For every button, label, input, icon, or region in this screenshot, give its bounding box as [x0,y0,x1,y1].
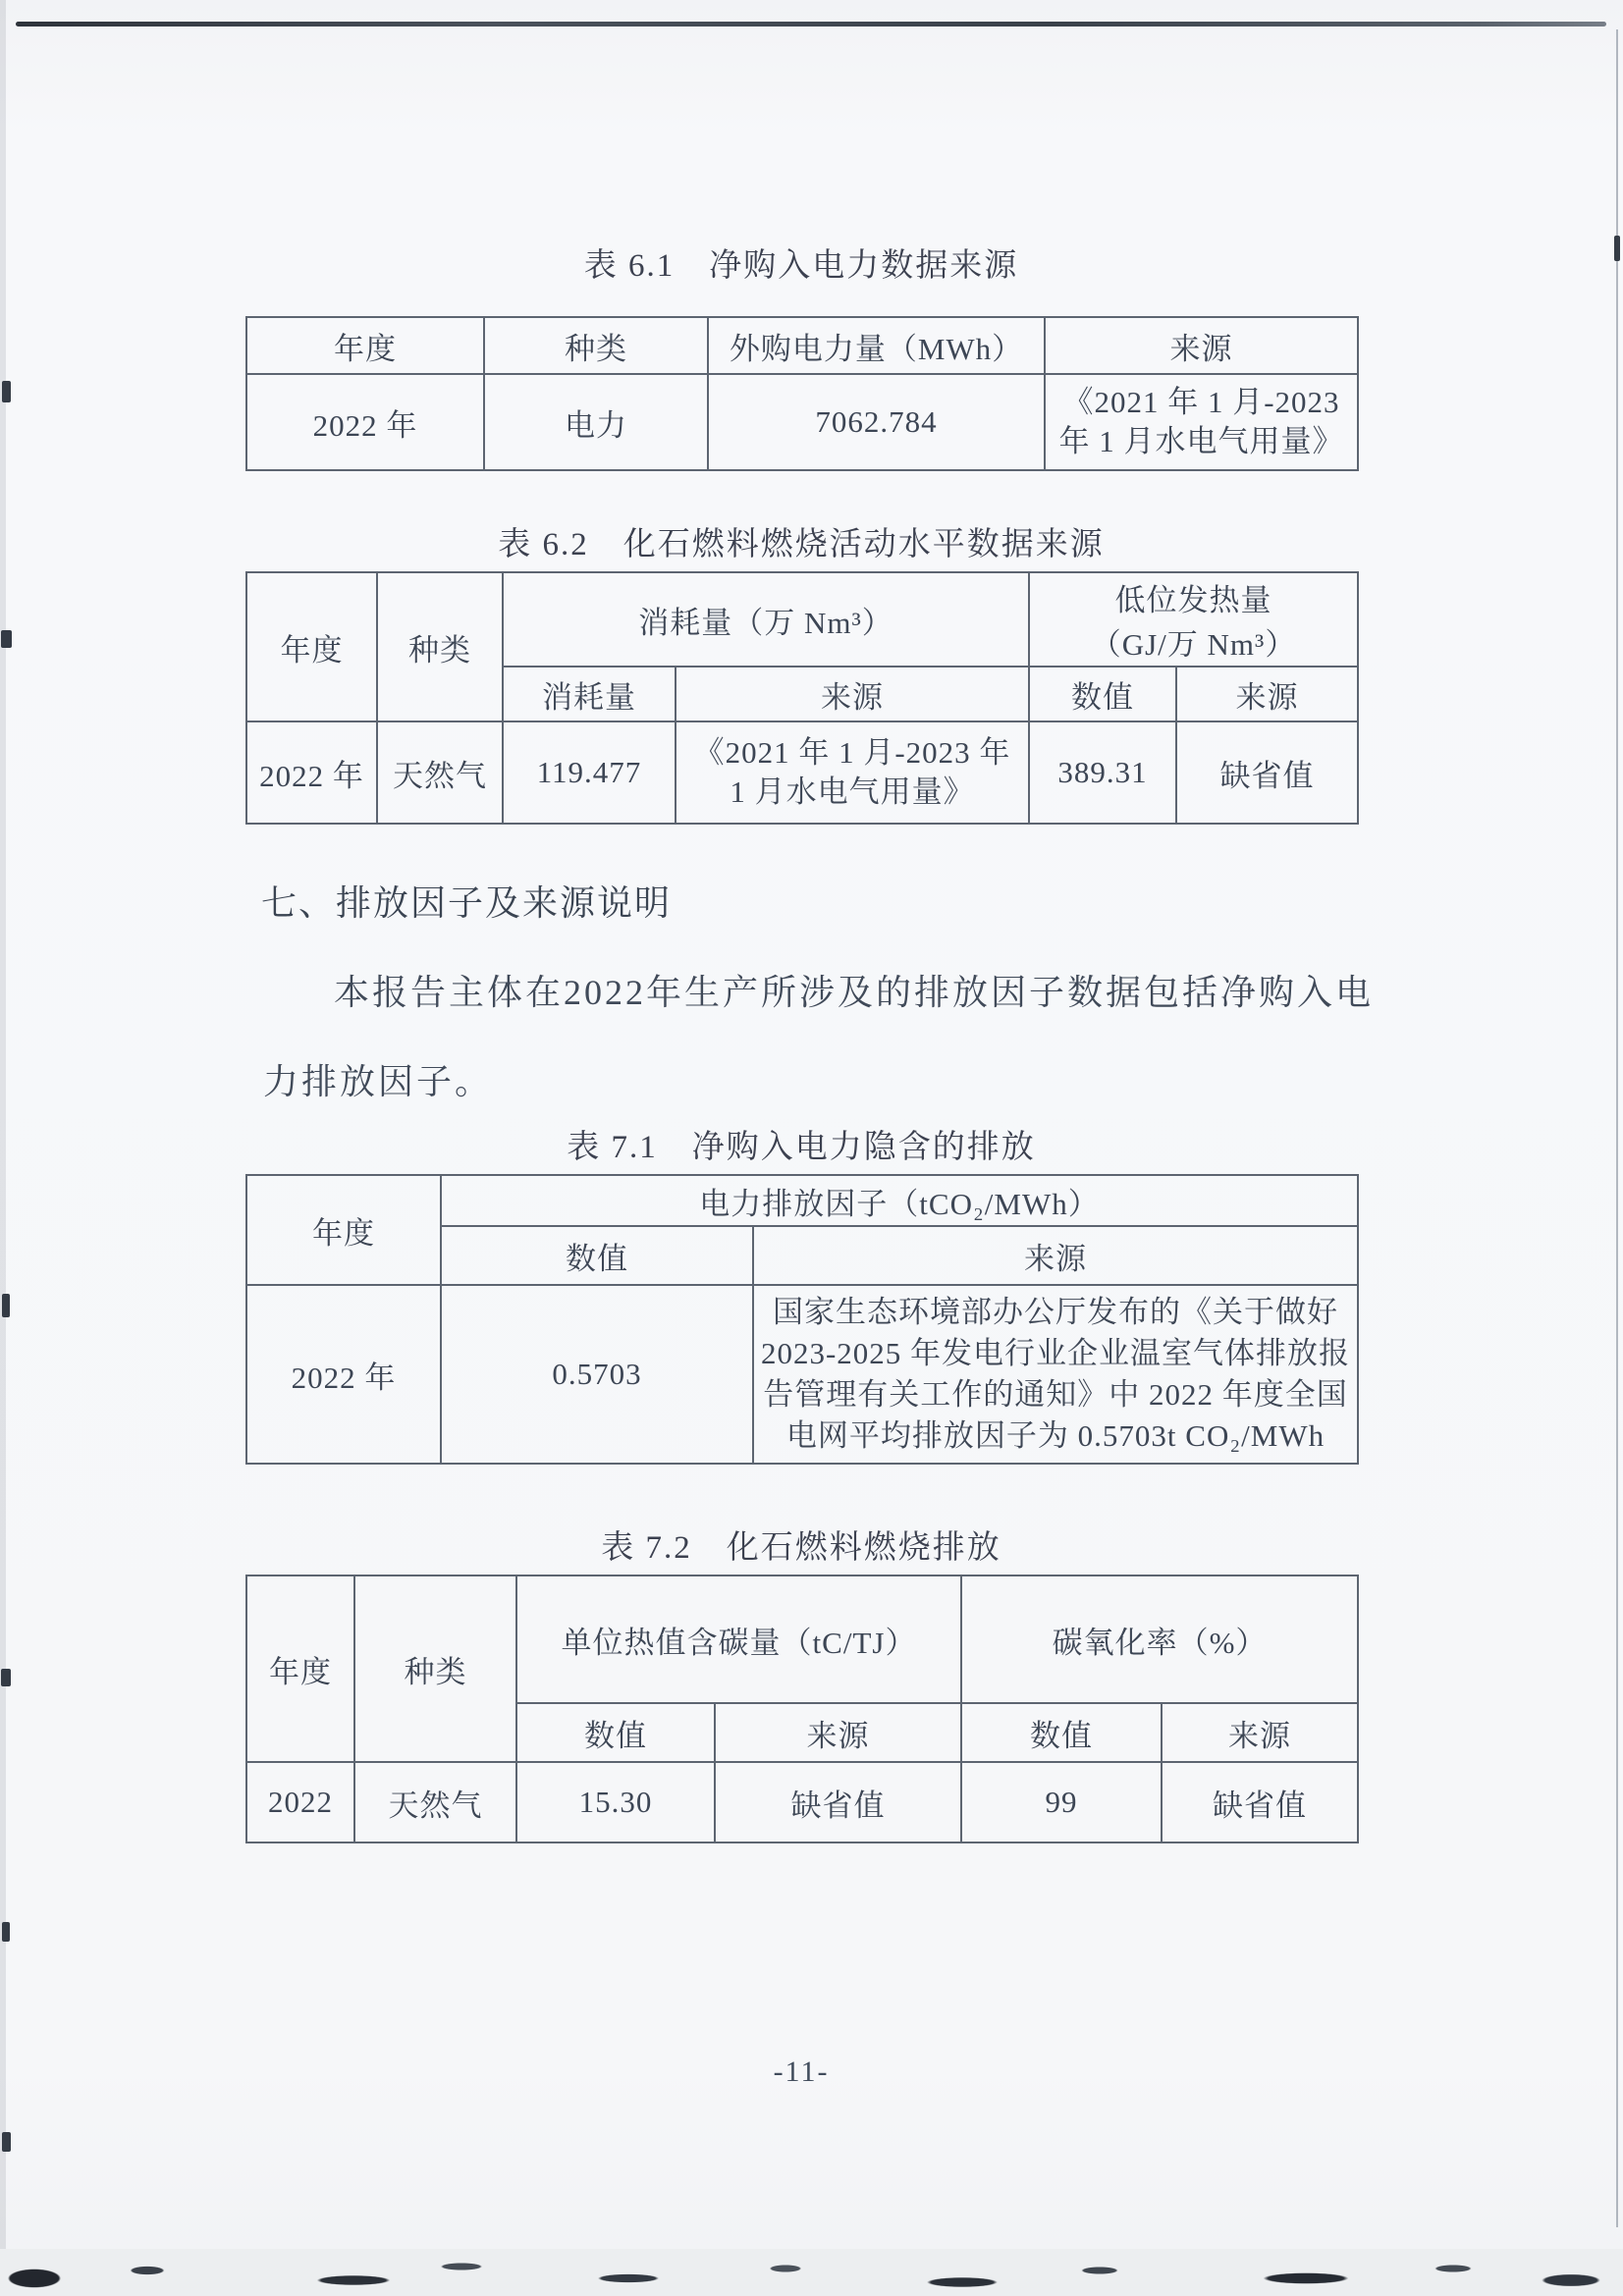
cell-type: 电力 [484,374,708,470]
header-type: 种类 [484,317,708,374]
table-7-2-title: 表 7.2 化石燃料燃烧排放 [601,1530,1001,1566]
cell-source: 《2021 年 1 月-2023 年 1 月水电气用量》 [1045,374,1358,470]
table-6-2-title: 表 6.2 化石燃料燃烧活动水平数据来源 [498,527,1105,562]
scan-right-edge-line [1616,29,1618,2227]
header-purchased-electricity: 外购电力量（MWh） [708,317,1045,374]
subheader-carbon-source: 来源 [715,1703,961,1762]
cell-value: 0.5703 [441,1285,753,1464]
table-7-1 [245,1174,1357,1465]
scan-right-tick [1614,236,1620,261]
header-year: 年度 [246,572,377,721]
header-emission-factor-group: 电力排放因子（tCO₂/MWh） [441,1175,1358,1226]
cell-heat-value: 389.31 [1029,721,1176,824]
header-type: 种类 [377,572,503,721]
header-oxidation-rate-group: 碳氧化率（%） [961,1575,1358,1703]
subheader-consumption: 消耗量 [503,667,676,721]
header-consumption-group: 消耗量（万 Nm³） [503,572,1029,667]
cell-carbon-source: 缺省值 [715,1762,961,1842]
scan-left-tick [2,1294,10,1317]
cell-oxidation-value: 99 [961,1762,1162,1842]
scan-bottom-speckle-band [0,2249,1623,2296]
cell-type: 天然气 [377,721,503,824]
header-heating-value-group [1029,572,1358,667]
table-row [246,1285,1358,1464]
scan-left-tick [2,381,11,402]
cell-amount: 7062.784 [708,374,1045,470]
table-row [246,1762,1358,1842]
table-7-2 [245,1575,1357,1843]
header-year: 年度 [246,317,484,374]
table-6-2 [245,571,1357,825]
scan-left-edge-shade [0,0,6,2296]
subheader-oxidation-source: 来源 [1162,1703,1358,1762]
header-type: 种类 [354,1575,516,1762]
header-source: 来源 [1045,317,1358,374]
page-number: -11- [773,2056,830,2088]
table-row [246,721,1358,824]
table-row [246,1575,1358,1703]
cell-year: 2022 [246,1762,354,1842]
scan-top-edge-line [16,22,1606,27]
heating-value-line1: 低位发热量 [1114,583,1272,617]
table-row [246,572,1358,667]
cell-year: 2022 年 [246,374,484,470]
header-year: 年度 [246,1175,441,1285]
scan-left-tick [1,1669,11,1686]
subheader-source: 来源 [753,1226,1358,1285]
cell-consumption: 119.477 [503,721,676,824]
cell-type: 天然气 [354,1762,516,1842]
paragraph-line-2: 力排放因子。 [263,1062,494,1101]
table-6-1 [245,316,1357,471]
cell-oxidation-source: 缺省值 [1162,1762,1358,1842]
cell-carbon-value: 15.30 [516,1762,715,1842]
table-row [246,317,1358,374]
subheader-oxidation-value: 数值 [961,1703,1162,1762]
cell-source: 国家生态环境部办公厅发布的《关于做好 2023-2025 年发电行业企业温室气体排放报告管理有关工作的通知》中 2022 年度全国电网平均排放因子为 0.5703t CO₂/MWh [753,1285,1358,1464]
heating-value-line2: （GJ/万 Nm³） [1090,627,1297,662]
header-carbon-content-group: 单位热值含碳量（tC/TJ） [516,1575,961,1703]
subheader-consumption-source: 来源 [676,667,1029,721]
subheader-heat-value: 数值 [1029,667,1176,721]
section-7-heading: 七、排放因子及来源说明 [261,883,673,923]
table-6-1-title: 表 6.1 净购入电力数据来源 [583,248,1019,284]
header-year: 年度 [246,1575,354,1762]
cell-heat-source: 缺省值 [1176,721,1358,824]
table-7-1-title: 表 7.1 净购入电力隐含的排放 [567,1130,1036,1165]
cell-consumption-source: 《2021 年 1 月-2023 年 1 月水电气用量》 [676,721,1029,824]
cell-year: 2022 年 [246,1285,441,1464]
cell-year: 2022 年 [246,721,377,824]
subheader-carbon-value: 数值 [516,1703,715,1762]
table-row [246,1175,1358,1226]
scan-left-tick [1,630,12,648]
table-row [246,374,1358,470]
scan-left-tick [2,1922,10,1942]
paragraph-line-1: 本报告主体在2022年生产所涉及的排放因子数据包括净购入电 [334,973,1375,1012]
subheader-heat-source: 来源 [1176,667,1358,721]
subheader-value: 数值 [441,1226,753,1285]
scan-left-tick [2,2132,11,2152]
